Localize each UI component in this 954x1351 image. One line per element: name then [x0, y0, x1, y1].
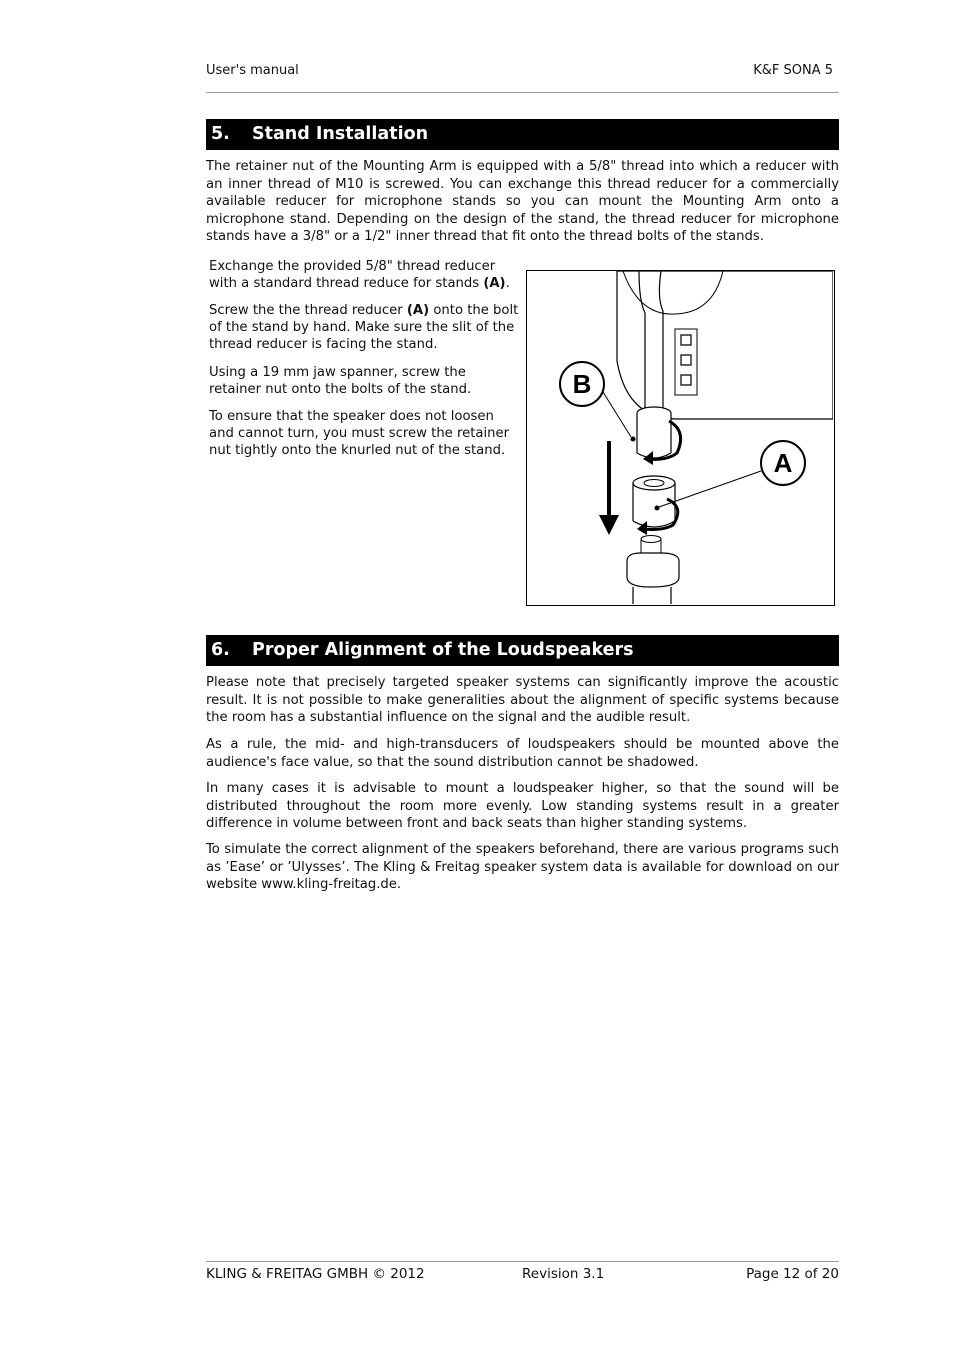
section-6-paragraph-1: Please note that precisely targeted speaker systems can significantly improve the acoustic result. It is not possible to make generalities about the alignment of specific systems because the room has a substantial influence on the signal and the audible result. [206, 675, 839, 725]
step-3-text: Using a 19 mm jaw spanner, screw the retainer nut onto the bolts of the stand. [209, 365, 472, 398]
step-2 [209, 302, 521, 354]
footer-company: KLING & FREITAG GMBH © 2012 [206, 1266, 425, 1282]
label-b: B [572, 369, 592, 399]
step-2-tail: onto the bolt of the stand by hand. Make sure the slit of the thread reducer is facing the stand. [209, 303, 519, 353]
stand-bolt-top [641, 536, 661, 543]
step-1-tail: . [505, 276, 510, 292]
step-1-text: Exchange the provided 5/8" thread reducer with a standard thread reduce for stands [209, 259, 496, 292]
step-2-text: Screw the the thread reducer [209, 303, 407, 318]
section-6-paragraph-3: In many cases it is advisable to mount a loudspeaker higher, so that the sound will be distributed throughout the room more evenly. Low standing systems result in a greater difference in volume between front and back seats than higher standing systems. [206, 781, 839, 831]
label-b-leader [603, 392, 631, 437]
stand-installation-figure [526, 270, 835, 606]
label-a-leader [659, 471, 761, 507]
stand-tube [633, 587, 671, 604]
footer-revision: Revision 3.1 [522, 1266, 605, 1282]
stand-installation-illustration [527, 271, 833, 604]
step-3 [209, 364, 521, 398]
step-2-ref: (A) [406, 303, 430, 318]
header-product-label: K&F SONA 5 [753, 63, 833, 78]
step-4 [209, 408, 521, 460]
step-4-text: To ensure that the speaker does not loosen and cannot turn, you must screw the retainer nut tightly onto the knurled nut of the stand. [209, 409, 510, 459]
connector-sockets [681, 335, 691, 385]
header-divider [206, 92, 839, 93]
section-6-heading [206, 635, 839, 666]
footer-divider [206, 1261, 839, 1262]
stand-knurled-nut [627, 553, 679, 587]
rotation-arrow-b-head [643, 451, 653, 465]
reducer-hole [644, 480, 664, 487]
footer-page-number: Page 12 of 20 [746, 1266, 839, 1282]
step-1 [209, 258, 521, 292]
header-manual-label: User's manual [206, 63, 299, 78]
section-6-paragraph-4: To simulate the correct alignment of the speakers beforehand, there are various programs such as ’Ease’ or ’Ulysses’. The Kling & Freitag speaker system data is available for download on our website www.kling-freitag.de. [206, 842, 839, 892]
section-5-title: Stand Installation [252, 124, 429, 144]
retainer-nut-marker [631, 437, 636, 442]
down-arrow-head [599, 515, 619, 535]
retainer-nut-fill [637, 413, 671, 453]
section-5-number: 5. [211, 124, 230, 144]
label-a: A [773, 448, 793, 478]
section-6-paragraph-2: As a rule, the mid- and high-transducers of loudspeakers should be mounted above the audience's face value, so that the sound distribution cannot be shadowed. [206, 737, 839, 770]
section-6-number: 6. [211, 640, 230, 660]
step-1-ref: (A) [483, 276, 506, 292]
rotation-arrow-a [643, 499, 678, 530]
reducer-marker [655, 506, 660, 511]
section-5-heading [206, 119, 839, 150]
section-6-title: Proper Alignment of the Loudspeakers [252, 640, 634, 660]
section-5-intro: The retainer nut of the Mounting Arm is equipped with a 5/8" thread into which a reducer with an inner thread of M10 is screwed. You can exchange this thread reducer for a commercially available reducer for microphone stands so you can mount the Mounting Arm onto a microphone stand. Depending on the design of the stand, the thread reducer for microphone stands have a 3/8" or a 1/2" inner thread that fit onto the thread bolts of the stands. [206, 159, 839, 244]
speaker-body-shape [617, 271, 833, 419]
